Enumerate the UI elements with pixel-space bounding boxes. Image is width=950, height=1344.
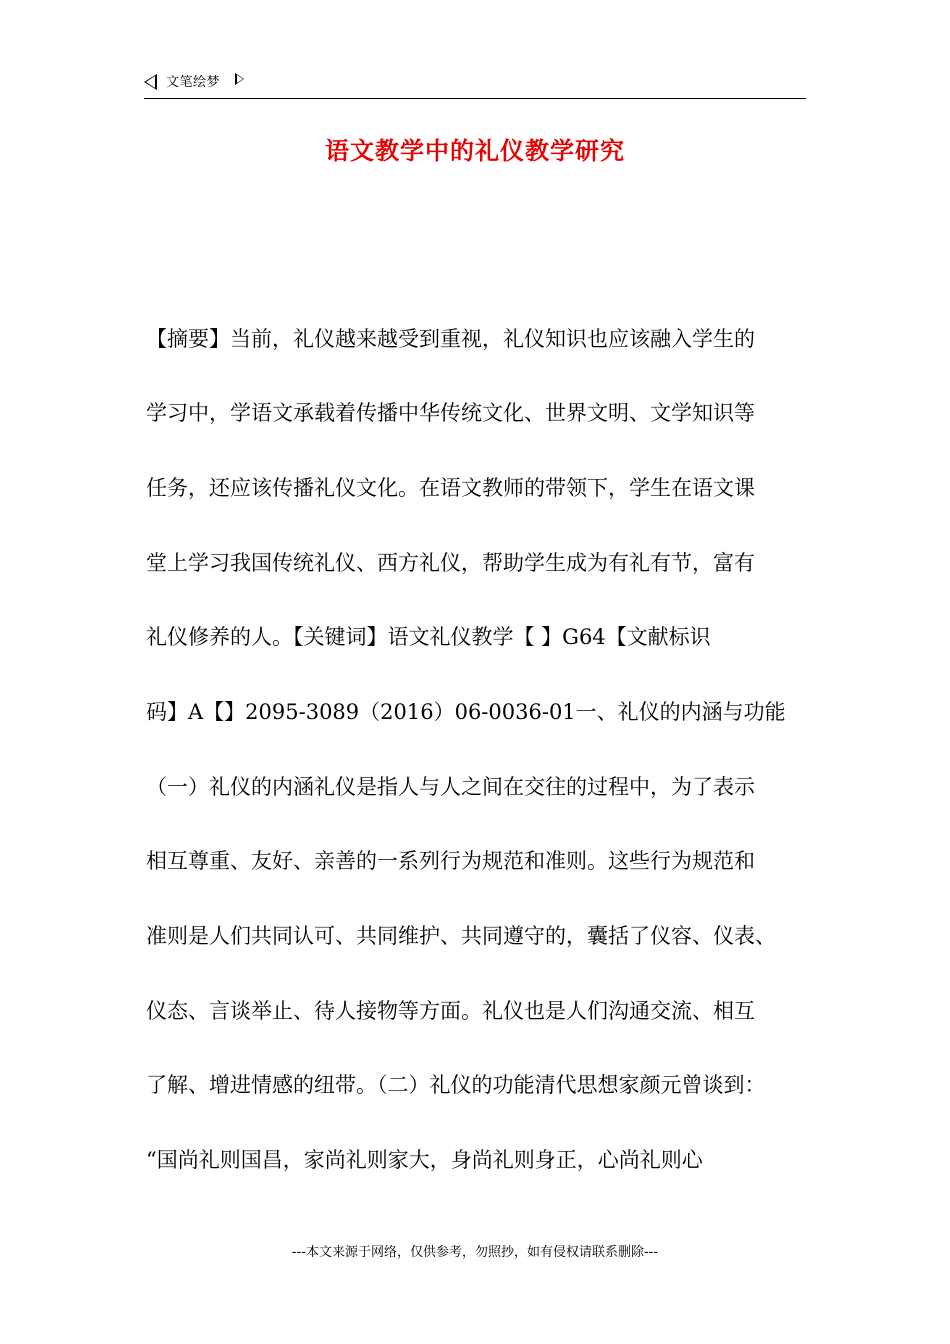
body-line: 学习中，学语文承载着传播中华传统文化、世界文明、文学知识等 xyxy=(146,401,755,425)
document-title: 语文教学中的礼仪教学研究 xyxy=(325,137,625,165)
body-line: 【摘要】当前，礼仪越来越受到重视，礼仪知识也应该融入学生的 xyxy=(146,327,755,351)
body-line: 礼仪修养的人。【关键词】语文礼仪教学【 】G64【文献标识 xyxy=(146,625,711,649)
body-line: 准则是人们共同认可、共同维护、共同遵守的，囊括了仪容、仪表、 xyxy=(146,924,776,948)
page-header xyxy=(144,72,806,99)
footer-notice: ---本文来源于网络，仅供参考，勿照抄，如有侵权请联系删除--- xyxy=(291,1245,659,1260)
body-line: 相互尊重、友好、亲善的一系列行为规范和准则。这些行为规范和 xyxy=(146,849,755,873)
body-line: 了解、增进情感的纽带。（二）礼仪的功能清代思想家颜元曾谈到： xyxy=(146,1073,766,1097)
body-line: 任务，还应该传播礼仪文化。在语文教师的带领下，学生在语文课 xyxy=(146,476,755,500)
header-brand: 文笔绘梦 xyxy=(166,75,221,90)
left-triangle-icon xyxy=(144,74,157,90)
body-line: （一）礼仪的内涵礼仪是指人与人之间在交往的过程中，为了表示 xyxy=(146,775,755,799)
body-line: 码】A【】2095-3089（2016）06-0036-01一、礼仪的内涵与功能 xyxy=(146,700,786,724)
body-line: 仪态、言谈举止、待人接物等方面。礼仪也是人们沟通交流、相互 xyxy=(146,999,755,1023)
body-line: 堂上学习我国传统礼仪、西方礼仪，帮助学生成为有礼有节，富有 xyxy=(146,551,755,575)
right-triangle-icon xyxy=(235,73,244,85)
body-line: “国尚礼则国昌，家尚礼则家大，身尚礼则身正，心尚礼则心 xyxy=(146,1148,703,1172)
